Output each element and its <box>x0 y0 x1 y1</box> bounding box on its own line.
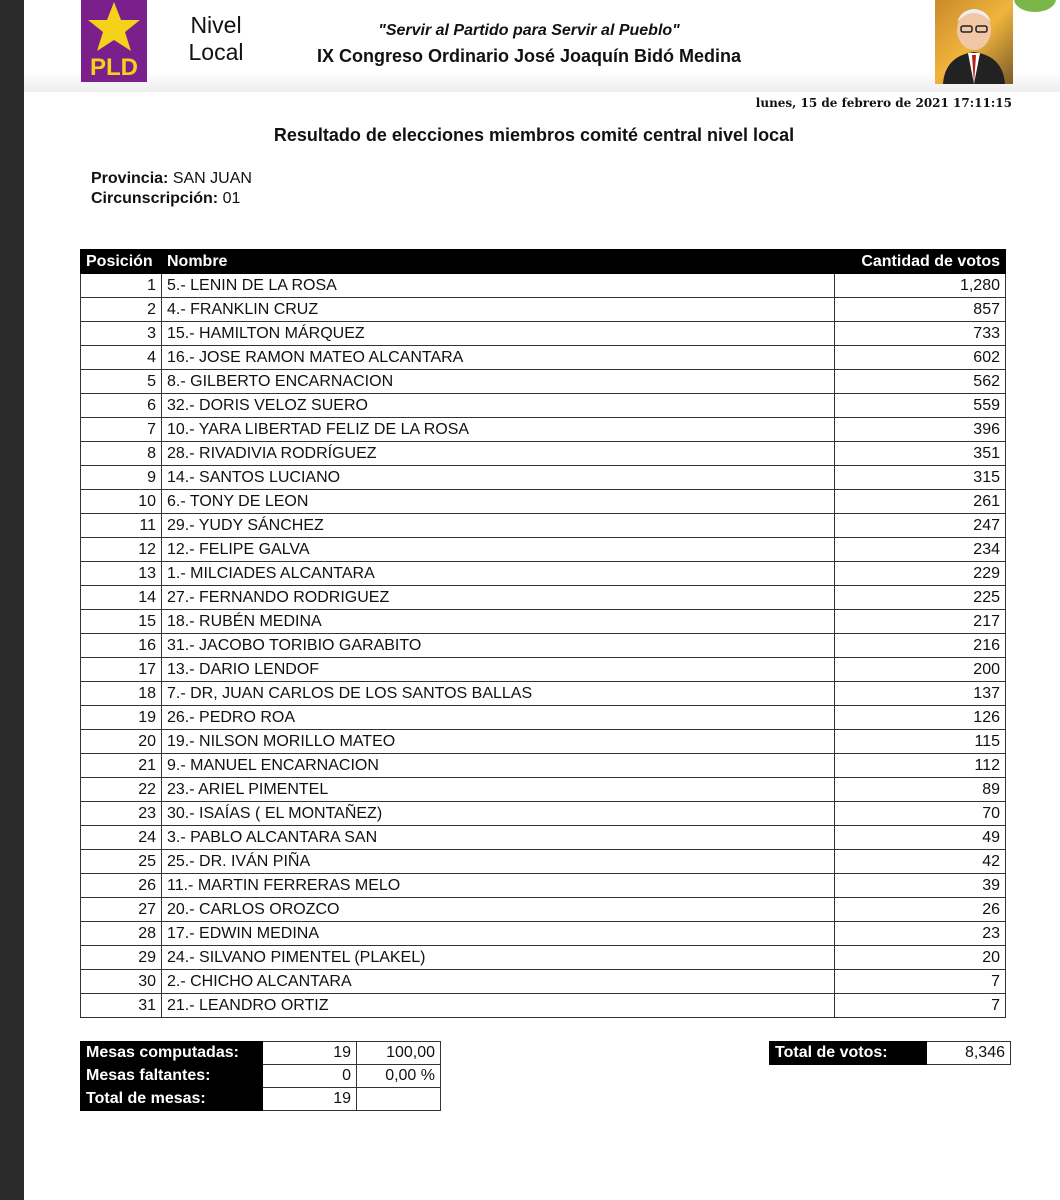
candidate-portrait <box>935 0 1013 84</box>
table-row <box>81 346 1006 370</box>
table-row <box>81 442 1006 466</box>
summary-count: 19 <box>263 1042 357 1065</box>
votes-cell: 351 <box>835 442 1006 466</box>
votes-cell: 137 <box>835 682 1006 706</box>
table-row <box>81 610 1006 634</box>
name-cell: 11.- MARTIN FERRERAS MELO <box>162 874 835 898</box>
pld-logo <box>81 0 147 82</box>
votes-cell: 7 <box>835 970 1006 994</box>
position-cell: 21 <box>81 754 162 778</box>
table-row <box>81 322 1006 346</box>
table-row <box>81 490 1006 514</box>
name-cell: 7.- DR, JUAN CARLOS DE LOS SANTOS BALLAS <box>162 682 835 706</box>
votes-cell: 602 <box>835 346 1006 370</box>
table-row <box>81 922 1006 946</box>
name-cell: 17.- EDWIN MEDINA <box>162 922 835 946</box>
votes-cell: 20 <box>835 946 1006 970</box>
summary-row <box>81 1042 441 1065</box>
table-row <box>81 778 1006 802</box>
district-value: 01 <box>222 190 241 207</box>
position-cell: 27 <box>81 898 162 922</box>
position-cell: 14 <box>81 586 162 610</box>
district-line <box>91 190 240 208</box>
votes-cell: 7 <box>835 994 1006 1018</box>
summary-label: Total de mesas: <box>81 1088 263 1111</box>
level-line-2: Local <box>188 39 244 65</box>
table-row <box>81 298 1006 322</box>
position-cell: 23 <box>81 802 162 826</box>
votes-cell: 225 <box>835 586 1006 610</box>
position-cell: 7 <box>81 418 162 442</box>
votes-cell: 559 <box>835 394 1006 418</box>
votes-cell: 733 <box>835 322 1006 346</box>
summary-row <box>81 1065 441 1088</box>
votes-cell: 261 <box>835 490 1006 514</box>
position-cell: 9 <box>81 466 162 490</box>
name-cell: 18.- RUBÉN MEDINA <box>162 610 835 634</box>
table-row <box>81 466 1006 490</box>
page-header <box>24 0 1060 92</box>
total-votes-box <box>769 1041 1011 1065</box>
votes-cell: 70 <box>835 802 1006 826</box>
summary-count: 19 <box>263 1088 357 1111</box>
summary-percent: 100,00 <box>357 1042 441 1065</box>
position-cell: 6 <box>81 394 162 418</box>
results-sheet <box>24 0 1060 1200</box>
print-date: lunes, 15 de febrero de 2021 17:11:15 <box>755 96 1012 110</box>
table-row <box>81 658 1006 682</box>
position-cell: 4 <box>81 346 162 370</box>
name-cell: 8.- GILBERTO ENCARNACION <box>162 370 835 394</box>
votes-cell: 39 <box>835 874 1006 898</box>
table-row <box>81 802 1006 826</box>
table-row <box>81 586 1006 610</box>
position-cell: 25 <box>81 850 162 874</box>
position-cell: 19 <box>81 706 162 730</box>
position-cell: 22 <box>81 778 162 802</box>
table-row <box>81 946 1006 970</box>
summary-label: Mesas faltantes: <box>81 1065 263 1088</box>
name-cell: 1.- MILCIADES ALCANTARA <box>162 562 835 586</box>
name-cell: 6.- TONY DE LEON <box>162 490 835 514</box>
votes-cell: 49 <box>835 826 1006 850</box>
name-cell: 32.- DORIS VELOZ SUERO <box>162 394 835 418</box>
votes-cell: 112 <box>835 754 1006 778</box>
table-row <box>81 562 1006 586</box>
page-title: Resultado de elecciones miembros comité central nivel local <box>273 125 795 145</box>
position-cell: 5 <box>81 370 162 394</box>
position-cell: 12 <box>81 538 162 562</box>
table-row <box>81 538 1006 562</box>
table-row <box>81 370 1006 394</box>
table-row <box>81 826 1006 850</box>
summary-count: 0 <box>263 1065 357 1088</box>
name-cell: 24.- SILVANO PIMENTEL (PLAKEL) <box>162 946 835 970</box>
table-row <box>81 706 1006 730</box>
position-cell: 28 <box>81 922 162 946</box>
name-cell: 26.- PEDRO ROA <box>162 706 835 730</box>
votes-cell: 229 <box>835 562 1006 586</box>
name-cell: 30.- ISAÍAS ( EL MONTAÑEZ) <box>162 802 835 826</box>
table-row <box>81 730 1006 754</box>
votes-cell: 200 <box>835 658 1006 682</box>
name-cell: 14.- SANTOS LUCIANO <box>162 466 835 490</box>
results-table <box>80 249 1006 1018</box>
votes-cell: 1,280 <box>835 274 1006 298</box>
table-row <box>81 514 1006 538</box>
name-cell: 3.- PABLO ALCANTARA SAN <box>162 826 835 850</box>
table-row <box>81 874 1006 898</box>
name-cell: 5.- LENIN DE LA ROSA <box>162 274 835 298</box>
summary-label: Mesas computadas: <box>81 1042 263 1065</box>
votes-cell: 26 <box>835 898 1006 922</box>
header-position: Posición <box>81 250 162 274</box>
district-label: Circunscripción: <box>91 190 219 207</box>
name-cell: 15.- HAMILTON MÁRQUEZ <box>162 322 835 346</box>
total-row <box>770 1042 1011 1065</box>
votes-cell: 857 <box>835 298 1006 322</box>
position-cell: 17 <box>81 658 162 682</box>
tables-summary <box>80 1041 441 1111</box>
table-row <box>81 634 1006 658</box>
name-cell: 13.- DARIO LENDOF <box>162 658 835 682</box>
name-cell: 10.- YARA LIBERTAD FELIZ DE LA ROSA <box>162 418 835 442</box>
position-cell: 10 <box>81 490 162 514</box>
table-header-row <box>81 250 1006 274</box>
level-line-1: Nivel <box>190 12 242 38</box>
star-icon <box>85 0 143 56</box>
name-cell: 27.- FERNANDO RODRIGUEZ <box>162 586 835 610</box>
name-cell: 31.- JACOBO TORIBIO GARABITO <box>162 634 835 658</box>
table-row <box>81 682 1006 706</box>
name-cell: 25.- DR. IVÁN PIÑA <box>162 850 835 874</box>
table-row <box>81 418 1006 442</box>
votes-cell: 89 <box>835 778 1006 802</box>
total-value: 8,346 <box>927 1042 1011 1065</box>
province-value: SAN JUAN <box>172 170 252 187</box>
votes-cell: 315 <box>835 466 1006 490</box>
header-votes: Cantidad de votos <box>835 250 1006 274</box>
summary-percent: 0,00 % <box>357 1065 441 1088</box>
name-cell: 29.- YUDY SÁNCHEZ <box>162 514 835 538</box>
name-cell: 28.- RIVADIVIA RODRÍGUEZ <box>162 442 835 466</box>
name-cell: 20.- CARLOS OROZCO <box>162 898 835 922</box>
position-cell: 16 <box>81 634 162 658</box>
votes-cell: 216 <box>835 634 1006 658</box>
summary-row <box>81 1088 441 1111</box>
votes-cell: 217 <box>835 610 1006 634</box>
table-row <box>81 970 1006 994</box>
position-cell: 31 <box>81 994 162 1018</box>
position-cell: 1 <box>81 274 162 298</box>
table-row <box>81 754 1006 778</box>
total-label: Total de votos: <box>770 1042 927 1065</box>
name-cell: 23.- ARIEL PIMENTEL <box>162 778 835 802</box>
province-line <box>91 170 252 188</box>
votes-cell: 396 <box>835 418 1006 442</box>
name-cell: 9.- MANUEL ENCARNACION <box>162 754 835 778</box>
decorative-circle <box>1014 0 1056 12</box>
table-row <box>81 898 1006 922</box>
votes-cell: 23 <box>835 922 1006 946</box>
summary-percent <box>357 1088 441 1111</box>
level-label <box>174 12 258 66</box>
votes-cell: 247 <box>835 514 1006 538</box>
position-cell: 11 <box>81 514 162 538</box>
table-row <box>81 850 1006 874</box>
name-cell: 21.- LEANDRO ORTIZ <box>162 994 835 1018</box>
position-cell: 20 <box>81 730 162 754</box>
position-cell: 30 <box>81 970 162 994</box>
position-cell: 24 <box>81 826 162 850</box>
table-row <box>81 394 1006 418</box>
votes-cell: 115 <box>835 730 1006 754</box>
province-label: Provincia: <box>91 170 169 187</box>
position-cell: 8 <box>81 442 162 466</box>
votes-cell: 42 <box>835 850 1006 874</box>
slogan: "Servir al Partido para Servir al Pueblo" <box>378 22 680 39</box>
name-cell: 2.- CHICHO ALCANTARA <box>162 970 835 994</box>
position-cell: 13 <box>81 562 162 586</box>
position-cell: 18 <box>81 682 162 706</box>
name-cell: 12.- FELIPE GALVA <box>162 538 835 562</box>
name-cell: 19.- NILSON MORILLO MATEO <box>162 730 835 754</box>
votes-cell: 126 <box>835 706 1006 730</box>
position-cell: 26 <box>81 874 162 898</box>
votes-cell: 234 <box>835 538 1006 562</box>
name-cell: 4.- FRANKLIN CRUZ <box>162 298 835 322</box>
portrait-icon <box>935 0 1013 84</box>
position-cell: 15 <box>81 610 162 634</box>
table-row <box>81 274 1006 298</box>
table-row <box>81 994 1006 1018</box>
name-cell: 16.- JOSE RAMON MATEO ALCANTARA <box>162 346 835 370</box>
position-cell: 2 <box>81 298 162 322</box>
congress-name: IX Congreso Ordinario José Joaquín Bidó Medina <box>316 46 742 66</box>
position-cell: 3 <box>81 322 162 346</box>
logo-text: PLD <box>90 54 138 81</box>
position-cell: 29 <box>81 946 162 970</box>
header-name: Nombre <box>162 250 835 274</box>
votes-cell: 562 <box>835 370 1006 394</box>
